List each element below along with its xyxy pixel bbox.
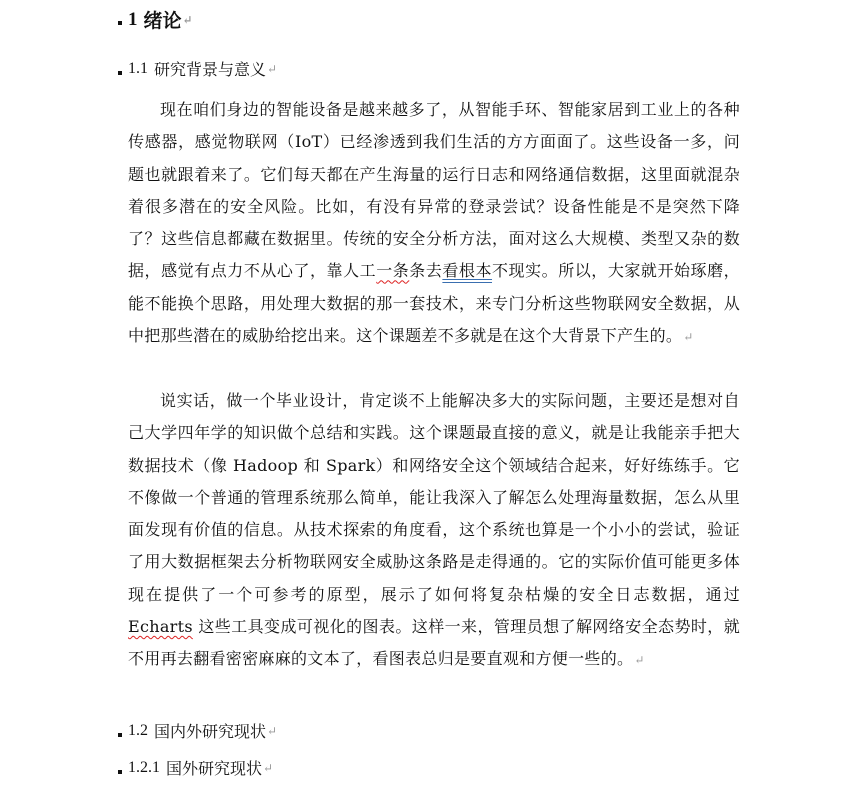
heading-bullet — [118, 71, 122, 75]
heading-number: 1 — [128, 8, 138, 30]
paragraph-mark-icon: ↵ — [634, 653, 645, 668]
heading-title: 绪论 — [143, 10, 182, 32]
paragraph-text: 现在咱们身边的智能设备是越来越多了，从智能手环、智能家居到工业上的各种传感器，感觉物联网（IoT）已经渗透到我们生活的方方面面了。这些设备一多，问题也就跟着来了。它们每天都在产生海量的运行日志和网络通信数据，这里面就混杂着很多潜在的安全风险。比如，有没有异常的登录尝试？设备性能是不是突然下降了？这些信息都藏在数据里。传统的安全分析方法，面对这么大规模、类型又杂的数据，感觉有点力不从心了，靠人工 — [128, 100, 740, 281]
grammar-flag: 看根本 — [442, 261, 493, 281]
paragraph-significance — [128, 385, 740, 677]
heading-number: 1.2 — [128, 721, 148, 739]
heading-1 — [118, 6, 193, 33]
heading-number: 1.2.1 — [128, 758, 160, 776]
paragraph-mark-icon: ↵ — [267, 61, 278, 76]
paragraph-background — [128, 94, 740, 353]
heading-bullet — [118, 770, 122, 774]
spelling-flag: 一条 — [376, 261, 410, 281]
paragraph-text: 这些工具变成可视化的图表。这样一来，管理员想了解网络安全态势时，就不用再去翻看密密麻麻的文本了，看图表总归是要直观和方便一些的。 — [128, 617, 740, 669]
paragraph-text: 条去 — [409, 261, 443, 281]
heading-title: 国外研究现状 — [166, 759, 263, 778]
spelling-flag: Echarts — [128, 617, 193, 637]
paragraph-mark-icon: ↵ — [683, 330, 694, 345]
heading-number: 1.1 — [128, 59, 148, 77]
paragraph-text: 说实话，做一个毕业设计，肯定谈不上能解决多大的实际问题，主要还是想对自己大学四年学的知识做个总结和实践。这个课题最直接的意义，就是让我能亲手把大数据技术（像 Hadoop 和 Spark）和网络安全这个领域结合起来，好好练练手。它不像做一个普通的管理系统那么简单，能让我深入了解怎么处理海量数据，怎么从里面发现有价值的信息。从技术探索的角度看，这个系统也算是一个小小的尝试，验证了用大数据框架去分析物联网安全威胁这条路是走得通的。它的实际价值可能更多体现在提供了一个可参考的原型，展示了如何将复杂枯燥的安全日志数据，通过 — [128, 391, 740, 604]
paragraph-mark-icon: ↵ — [263, 760, 274, 775]
paragraph-mark-icon: ↵ — [182, 12, 193, 27]
paragraph-text: 不现实。所以，大家就开始琢磨，能不能换个思路，用处理大数据的那一套技术，来专门分析这些物联网安全数据，从中把那些潜在的威胁给挖出来。这个课题差不多就是在这个大背景下产生的。 — [128, 261, 740, 346]
heading-title: 研究背景与意义 — [154, 60, 267, 79]
heading-1-1 — [118, 57, 277, 80]
heading-1-2 — [118, 719, 277, 742]
heading-bullet — [118, 733, 122, 737]
heading-title: 国内外研究现状 — [154, 722, 267, 741]
heading-1-2-1 — [118, 756, 273, 779]
heading-bullet — [118, 21, 122, 25]
paragraph-mark-icon: ↵ — [267, 723, 278, 738]
